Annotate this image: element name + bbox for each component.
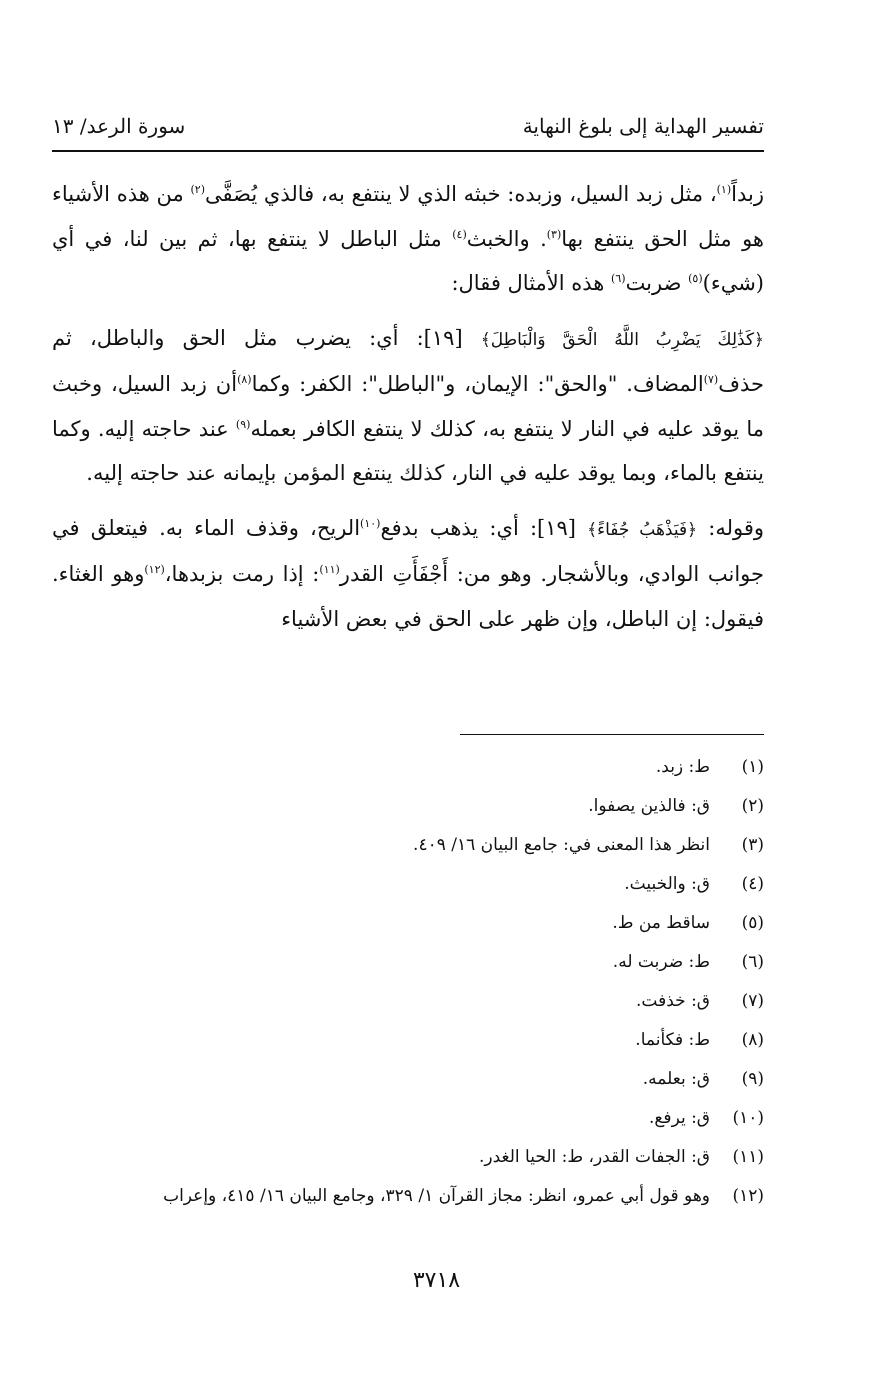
text-run: [١٩]: أي: يضرب مثل الحق والباطل، ثم حذف	[52, 325, 764, 396]
footnote-ref: (٧)	[703, 373, 719, 386]
footnote-ref: (٩)	[235, 417, 251, 431]
footnote-item	[52, 904, 764, 943]
footnote-number: (٦)	[741, 952, 764, 972]
footnote-number: (١)	[741, 757, 764, 777]
footnote-text: ق: بعلمه.	[642, 1069, 710, 1089]
footnote-number: (٧)	[741, 991, 764, 1011]
footnote-item	[52, 748, 764, 787]
text-run: أن زبد السيل، وخبث ما يوقد عليه في النار لا ينتفع به، كذلك لا ينتفع الكافر بعمله	[52, 372, 764, 441]
footnote-number: (١٢)	[732, 1186, 764, 1206]
footnote-ref: (٤)	[452, 227, 467, 241]
footnote-separator	[460, 734, 764, 735]
text-run: : إذا رمت بزبدها،	[164, 562, 320, 586]
footnote-number: (٤)	[741, 874, 764, 894]
footnote-text: ق: خذفت.	[636, 991, 710, 1011]
text-run: وقوله:	[697, 515, 764, 540]
paragraph-1	[52, 172, 764, 306]
footnote-text: ق: يرفع.	[648, 1108, 710, 1128]
footnote-text: وهو قول أبي عمرو، انظر: مجاز القرآن ١/ ٣٢٩، وجامع البيان ١٦/ ٤١٥، وإعراب	[163, 1186, 710, 1206]
footnote-number: (٢)	[741, 796, 764, 816]
text-run: وهو الغثاء. فيقول: إن الباطل، وإن ظهر على الحق في بعض الأشياء	[52, 562, 764, 631]
footnote-number: (٩)	[741, 1069, 764, 1089]
footnote-text: ط: فكأنما.	[635, 1030, 710, 1050]
footnote-ref: (١٠)	[360, 516, 381, 530]
footnote-item	[52, 787, 764, 826]
quran-quote: ﴿كَذَٰلِكَ يَضْرِبُ اللَّهُ الْحَقَّ وَالْبَاطِلَ﴾	[480, 329, 764, 350]
text-run: عند حاجته إليه. وكما ينتفع بالماء، وبما يوقد عليه في النار، كذلك ينتفع المؤمن بإيمانه عند حاجته إليه.	[52, 416, 764, 485]
footnote-item	[52, 1099, 764, 1138]
main-text	[52, 172, 764, 641]
book-title: تفسير الهداية إلى بلوغ النهاية	[522, 114, 764, 138]
footnote-text: ساقط من ط.	[612, 913, 710, 933]
footnote-ref: (٥)	[688, 272, 703, 285]
paragraph-3	[52, 506, 764, 642]
footnote-ref: (١٢)	[144, 563, 165, 576]
header-rule	[52, 150, 764, 152]
footnote-item	[52, 943, 764, 982]
footnote-item	[52, 1021, 764, 1060]
text-run: المضاف. "والحق": الإيمان، و"الباطل": الكفر: وكما	[251, 372, 704, 396]
page-number: ٣٧١٨	[412, 1268, 461, 1293]
footnote-number: (٥)	[741, 913, 764, 933]
text-run: هذه الأمثال فقال:	[451, 271, 612, 295]
footnote-ref: (١)	[716, 183, 732, 196]
footnote-text: ط: زبد.	[655, 757, 710, 777]
text-run: ، مثل زبد السيل، وزبده: خبثه الذي لا ينتفع به، فالذي يُصَفَّى	[205, 182, 717, 206]
footnote-item	[52, 1177, 764, 1216]
footnote-item	[52, 982, 764, 1021]
footnote-ref: (٣)	[546, 227, 562, 241]
footnote-text: ق: فالذين يصفوا.	[588, 796, 710, 816]
text-run: زبداً	[731, 182, 764, 206]
footnote-item	[52, 1060, 764, 1099]
paragraph-2	[52, 316, 764, 496]
footnote-number: (٣)	[741, 835, 764, 855]
surah-label: سورة الرعد/ ١٣	[52, 114, 186, 138]
text-run: ضربت	[625, 271, 689, 295]
footnote-ref: (٦)	[611, 272, 626, 285]
text-run: [١٩]: أي: يذهب بدفع	[380, 515, 588, 540]
footnote-text: ق: الجفات القدر، ط: الحيا الغدر.	[479, 1147, 710, 1167]
footnote-number: (١١)	[732, 1147, 764, 1167]
running-header	[52, 110, 764, 150]
footnote-text: ط: ضربت له.	[612, 952, 710, 972]
footnote-text: انظر هذا المعنى في: جامع البيان ١٦/ ٤٠٩.	[413, 835, 710, 855]
footnote-ref: (٨)	[237, 373, 252, 386]
footnote-item	[52, 1138, 764, 1177]
footnote-number: (٨)	[741, 1030, 764, 1050]
text-run: مثل الباطل لا ينتفع بها، ثم بين لنا، في أي (شيء)	[52, 226, 764, 295]
footnote-item	[52, 826, 764, 865]
text-run: الريح، وقذف الماء به. فيتعلق في جوانب الوادي، وبالأشجار. وهو من: أَجْفَأَتِ القدر	[52, 515, 764, 586]
footnote-item	[52, 865, 764, 904]
footnote-ref: (١١)	[319, 563, 340, 576]
text-run: . والخبث	[466, 226, 547, 251]
footnotes-list	[52, 748, 764, 1216]
footnote-text: ق: والخبيث.	[624, 874, 710, 894]
footnote-ref: (٢)	[190, 183, 206, 196]
text-run: من هذه الأشياء هو مثل الحق ينتفع بها	[52, 182, 764, 251]
quran-quote: ﴿فَيَذْهَبُ جُفَاءً﴾	[587, 519, 698, 540]
footnote-number: (١٠)	[732, 1108, 764, 1128]
